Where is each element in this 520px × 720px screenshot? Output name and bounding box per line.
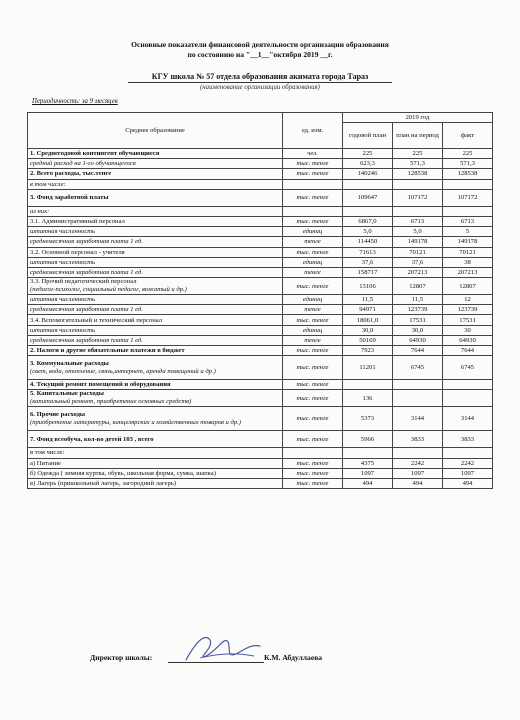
row-plan: 37,6 bbox=[343, 257, 393, 267]
row-label-text: штатная численность bbox=[30, 326, 96, 334]
table-row bbox=[28, 267, 493, 277]
row-sublabel-text: (свет, вода, отопление, связь,интернет, аренда помещений и др.) bbox=[30, 367, 216, 375]
row-fact: 107172 bbox=[443, 189, 493, 206]
row-period: 3833 bbox=[393, 431, 443, 448]
period-label: Периодичность: за 9 месяцев bbox=[32, 98, 118, 105]
table-row bbox=[28, 305, 493, 315]
row-fact: 123739 bbox=[443, 305, 493, 315]
table-row bbox=[28, 159, 493, 169]
row-period: 64930 bbox=[393, 335, 443, 345]
signer-name: К.М. Абдуллаева bbox=[264, 653, 323, 662]
row-label bbox=[28, 431, 283, 448]
row-label bbox=[28, 478, 283, 488]
table-row bbox=[28, 237, 493, 247]
row-plan: 158717 bbox=[343, 267, 393, 277]
row-unit: тыс. тенге bbox=[283, 315, 343, 325]
org-name: КГУ школа № 57 отдела образования акимата города Тараз bbox=[151, 72, 369, 81]
row-label bbox=[28, 206, 283, 216]
row-label-text: среднемесячная заработная плата 1 ед. bbox=[30, 336, 143, 344]
row-fact: 12 bbox=[443, 295, 493, 305]
row-label bbox=[28, 346, 283, 356]
table-row bbox=[28, 346, 493, 356]
financial-table bbox=[27, 112, 493, 489]
row-plan: 5,0 bbox=[343, 227, 393, 237]
row-label bbox=[28, 468, 283, 478]
row-unit: тыс. тенге bbox=[283, 380, 343, 390]
row-fact: 128538 bbox=[443, 169, 493, 179]
table-row bbox=[28, 278, 493, 295]
row-label-text: средний расход на 1-го обучающегося bbox=[30, 160, 136, 168]
row-unit: тыс. тенге bbox=[283, 159, 343, 169]
row-period bbox=[393, 206, 443, 216]
table-row bbox=[28, 189, 493, 206]
row-plan bbox=[343, 448, 393, 458]
row-plan: 13106 bbox=[343, 278, 393, 295]
row-label-text: 3. Фонд заработной платы bbox=[30, 194, 109, 202]
row-label bbox=[28, 305, 283, 315]
table-header-row bbox=[28, 113, 493, 123]
row-period: 70121 bbox=[393, 247, 443, 257]
row-label-text: штатная численность bbox=[30, 258, 96, 266]
row-label bbox=[28, 169, 283, 179]
row-fact: 494 bbox=[443, 478, 493, 488]
row-unit: тенге bbox=[283, 237, 343, 247]
row-label-text: 2. Налоги и другие обязательные платежи в бюджет bbox=[30, 347, 185, 355]
row-label-text: 1. Среднегодовой контингент обучающиеся bbox=[30, 150, 160, 158]
row-label bbox=[28, 278, 283, 295]
row-plan: 494 bbox=[343, 478, 393, 488]
row-label bbox=[28, 159, 283, 169]
row-label bbox=[28, 267, 283, 277]
row-unit: единиц bbox=[283, 295, 343, 305]
row-plan: 225 bbox=[343, 149, 393, 159]
row-label bbox=[28, 448, 283, 458]
row-unit: тыс. тенге bbox=[283, 468, 343, 478]
row-period bbox=[393, 179, 443, 189]
row-plan: 1097 bbox=[343, 468, 393, 478]
table-row bbox=[28, 149, 493, 159]
row-plan bbox=[343, 380, 393, 390]
row-fact bbox=[443, 390, 493, 407]
row-period: 207213 bbox=[393, 267, 443, 277]
table-row bbox=[28, 407, 493, 431]
row-plan: 140246 bbox=[343, 169, 393, 179]
row-label bbox=[28, 227, 283, 237]
row-fact: 1097 bbox=[443, 468, 493, 478]
row-unit bbox=[283, 179, 343, 189]
row-plan: 623,3 bbox=[343, 159, 393, 169]
row-unit: тыс. тенге bbox=[283, 247, 343, 257]
row-period: 123739 bbox=[393, 305, 443, 315]
signature-icon bbox=[176, 630, 266, 666]
row-label bbox=[28, 356, 283, 380]
row-label bbox=[28, 407, 283, 431]
row-period: 149178 bbox=[393, 237, 443, 247]
row-plan: 136 bbox=[343, 390, 393, 407]
row-plan: 4375 bbox=[343, 458, 393, 468]
row-unit: тенге bbox=[283, 335, 343, 345]
row-plan: 11201 bbox=[343, 356, 393, 380]
row-label-text: штатная численность bbox=[30, 296, 96, 304]
row-period bbox=[393, 448, 443, 458]
row-label-text: 2. Всего расходы, тыс.тенге bbox=[30, 170, 112, 178]
row-label-text: в том числе: bbox=[30, 449, 65, 457]
row-fact: 207213 bbox=[443, 267, 493, 277]
row-plan: 7923 bbox=[343, 346, 393, 356]
row-unit bbox=[283, 448, 343, 458]
table-row bbox=[28, 335, 493, 345]
doc-title-line2: по состоянию на "__1__"октября 2019 __г. bbox=[187, 50, 333, 59]
table-row bbox=[28, 295, 493, 305]
row-plan: 114450 bbox=[343, 237, 393, 247]
row-unit: тыс. тенге bbox=[283, 169, 343, 179]
row-fact bbox=[443, 380, 493, 390]
row-label bbox=[28, 237, 283, 247]
row-period: 11,5 bbox=[393, 295, 443, 305]
row-label-text: 3.2. Основной персонал - учителя bbox=[30, 248, 125, 256]
col-year-header: 2019 год bbox=[343, 113, 493, 123]
row-label bbox=[28, 335, 283, 345]
table-row bbox=[28, 431, 493, 448]
row-period: 30,0 bbox=[393, 325, 443, 335]
row-label bbox=[28, 325, 283, 335]
table-row bbox=[28, 169, 493, 179]
row-label-text: среднемесячная заработная плата 1 ед. bbox=[30, 306, 143, 314]
row-label-text: штатная численность bbox=[30, 228, 96, 236]
row-fact: 17531 bbox=[443, 315, 493, 325]
table-row bbox=[28, 227, 493, 237]
row-fact: 7644 bbox=[443, 346, 493, 356]
row-label bbox=[28, 458, 283, 468]
row-plan: 11,5 bbox=[343, 295, 393, 305]
row-label bbox=[28, 247, 283, 257]
row-fact: 225 bbox=[443, 149, 493, 159]
row-plan: 6867,0 bbox=[343, 216, 393, 226]
row-period: 494 bbox=[393, 478, 443, 488]
col-unit-header: ед. изм. bbox=[283, 113, 343, 149]
table-row bbox=[28, 448, 493, 458]
row-label bbox=[28, 189, 283, 206]
row-label-text: 7. Фонд всеобуча, кол-во детей 103 , всего bbox=[30, 435, 154, 443]
row-period: 7644 bbox=[393, 346, 443, 356]
col-fact-header: факт bbox=[443, 123, 493, 149]
row-plan: 94971 bbox=[343, 305, 393, 315]
row-label-text: а) Питание bbox=[30, 459, 61, 467]
row-label-text: в том числе: bbox=[30, 180, 66, 188]
row-fact: 30 bbox=[443, 325, 493, 335]
row-plan: 30,0 bbox=[343, 325, 393, 335]
table-row bbox=[28, 478, 493, 488]
table-row bbox=[28, 216, 493, 226]
row-unit: тенге bbox=[283, 305, 343, 315]
row-period: 17531 bbox=[393, 315, 443, 325]
row-unit: единиц bbox=[283, 325, 343, 335]
row-period bbox=[393, 390, 443, 407]
row-fact: 3144 bbox=[443, 407, 493, 431]
org-name-underline bbox=[128, 82, 392, 83]
row-label-text: среднемесячная заработная плата 1 ед. bbox=[30, 268, 143, 276]
row-period: 107172 bbox=[393, 189, 443, 206]
row-label-text: из них: bbox=[30, 207, 50, 215]
row-label-text: 3.1. Административный персонал bbox=[30, 218, 125, 226]
row-fact: 38 bbox=[443, 257, 493, 267]
signature-line bbox=[168, 662, 264, 663]
row-period: 128538 bbox=[393, 169, 443, 179]
row-label bbox=[28, 179, 283, 189]
row-plan: 5966 bbox=[343, 431, 393, 448]
row-label-text: 5. Капитальные расходы bbox=[30, 390, 104, 398]
row-unit: тыс. тенге bbox=[283, 478, 343, 488]
row-label bbox=[28, 380, 283, 390]
row-unit bbox=[283, 206, 343, 216]
row-period bbox=[393, 380, 443, 390]
signer-label: Директор школы: bbox=[90, 653, 153, 662]
row-plan bbox=[343, 179, 393, 189]
table-row bbox=[28, 356, 493, 380]
row-fact: 6745 bbox=[443, 356, 493, 380]
row-sublabel-text: (педагог-психолог, социальный педагог, вожатый и др.) bbox=[30, 286, 187, 294]
row-label-text: среднемесячная заработная плата 1 ед. bbox=[30, 238, 143, 246]
row-unit: тыс. тенге bbox=[283, 390, 343, 407]
row-label bbox=[28, 295, 283, 305]
row-label bbox=[28, 257, 283, 267]
row-period: 37,6 bbox=[393, 257, 443, 267]
row-unit: тыс. тенге bbox=[283, 431, 343, 448]
row-label-text: б) Одежда ( зимняя куртка, обувь, школьная форма, сумка, шапка) bbox=[30, 469, 216, 477]
row-plan: 5373 bbox=[343, 407, 393, 431]
row-unit: чел. bbox=[283, 149, 343, 159]
table-row bbox=[28, 179, 493, 189]
table-row bbox=[28, 458, 493, 468]
row-period: 1097 bbox=[393, 468, 443, 478]
row-fact: 149178 bbox=[443, 237, 493, 247]
row-period: 2242 bbox=[393, 458, 443, 468]
row-unit: тыс. тенге bbox=[283, 346, 343, 356]
row-plan bbox=[343, 206, 393, 216]
row-fact: 5 bbox=[443, 227, 493, 237]
row-unit: тенге bbox=[283, 267, 343, 277]
row-fact: 64930 bbox=[443, 335, 493, 345]
row-label bbox=[28, 216, 283, 226]
row-period: 12807 bbox=[393, 278, 443, 295]
row-sublabel-text: (приобретение литературы, канцелярских и хозяйственных товаров и др.) bbox=[30, 418, 241, 426]
row-fact bbox=[443, 448, 493, 458]
row-unit: тыс. тенге bbox=[283, 189, 343, 206]
row-period: 5,0 bbox=[393, 227, 443, 237]
table-row bbox=[28, 257, 493, 267]
row-label-text: 3.4. Вспомогательный и технический персонал bbox=[30, 316, 163, 324]
row-fact: 12807 bbox=[443, 278, 493, 295]
col-name-header: Среднее образование bbox=[28, 113, 283, 149]
col-plan-header: годовой план bbox=[343, 123, 393, 149]
col-period-header: план на период bbox=[393, 123, 443, 149]
row-plan: 109647 bbox=[343, 189, 393, 206]
row-plan: 18061,0 bbox=[343, 315, 393, 325]
row-unit: тыс. тенге bbox=[283, 407, 343, 431]
table-row bbox=[28, 247, 493, 257]
row-unit: тыс. тенге bbox=[283, 356, 343, 380]
table-row bbox=[28, 325, 493, 335]
table-row bbox=[28, 468, 493, 478]
doc-title-line1: Основные показатели финансовой деятельности организации образования bbox=[131, 40, 389, 49]
row-unit: единиц bbox=[283, 257, 343, 267]
row-label-text: 6. Прочие расходы bbox=[30, 410, 86, 418]
table-row bbox=[28, 206, 493, 216]
row-label-text: в) Лагерь (пришкольный лагерь, загородний лагерь) bbox=[30, 480, 176, 488]
row-period: 3144 bbox=[393, 407, 443, 431]
org-caption: (наименование организации образования) bbox=[200, 84, 320, 91]
row-fact: 70121 bbox=[443, 247, 493, 257]
row-label bbox=[28, 149, 283, 159]
row-label bbox=[28, 315, 283, 325]
row-unit: тыс. тенге bbox=[283, 278, 343, 295]
row-fact: 3833 bbox=[443, 431, 493, 448]
row-label-text: 3. Коммунальные расходы bbox=[30, 359, 109, 367]
row-fact: 6713 bbox=[443, 216, 493, 226]
table-row bbox=[28, 390, 493, 407]
row-unit: тыс. тенге bbox=[283, 216, 343, 226]
table-row bbox=[28, 315, 493, 325]
row-label bbox=[28, 390, 283, 407]
row-label-text: 4. Текущий ремонт помещений и оборудования bbox=[30, 381, 171, 389]
row-period: 6713 bbox=[393, 216, 443, 226]
row-fact bbox=[443, 206, 493, 216]
row-plan: 50169 bbox=[343, 335, 393, 345]
row-fact: 571,3 bbox=[443, 159, 493, 169]
row-fact: 2242 bbox=[443, 458, 493, 468]
row-period: 225 bbox=[393, 149, 443, 159]
row-unit: тыс. тенге bbox=[283, 458, 343, 468]
row-plan: 71613 bbox=[343, 247, 393, 257]
row-fact bbox=[443, 179, 493, 189]
row-unit: единиц bbox=[283, 227, 343, 237]
row-sublabel-text: (капитальный ремонт, приобретение основных средств) bbox=[30, 398, 192, 406]
row-label-text: 3.3. Прочий педагогический персонал bbox=[30, 278, 137, 286]
row-period: 6745 bbox=[393, 356, 443, 380]
table-row bbox=[28, 380, 493, 390]
row-period: 571,3 bbox=[393, 159, 443, 169]
table-body bbox=[28, 149, 493, 489]
